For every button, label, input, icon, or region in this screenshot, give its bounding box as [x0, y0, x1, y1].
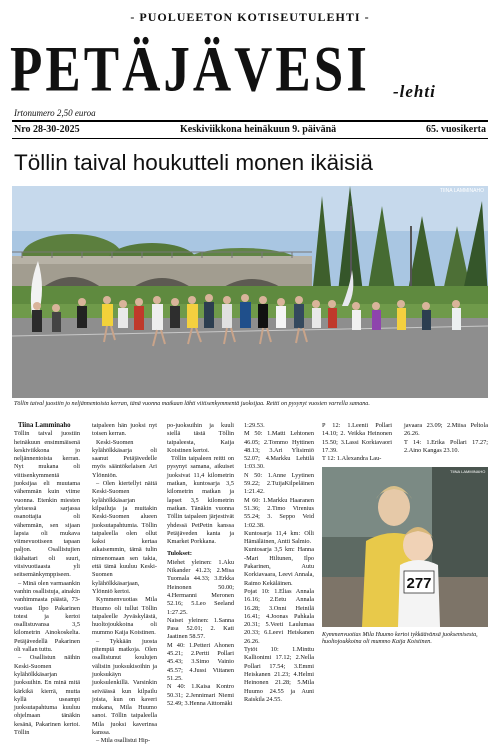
article-paragraph: po-juoksuihin ja kuuli siellä tästä Töllin taipaleesta, Kaija Koistinen kertoi.	[167, 422, 234, 454]
issue-date: Keskiviikkona heinäkuun 9. päivänä	[180, 124, 337, 135]
results-entry: Kuntosarja 11,4 km: Olli Hämäläinen, Antti Salmio.	[244, 529, 314, 546]
results-entry: M 40: 1.Petteri Ahonen 45.21; 2.Pertti Pollari 45.43; 3.Simo Vainio 45.57; 4.Jussi Viitanen 51.25.	[167, 641, 234, 682]
article-column-4	[244, 422, 314, 712]
article-paragraph: – Tykkään juosta pitempiä matkoja. Olen osallistunut koulujen välisiin juoksukisoihin ja juoksukäyn juoksulenkillä. Varsinkin seiväässä kun kilpailu joista, kun on kaveri mukana, Mila Huumo sanoi. Töllin taipaleella Mila juoksi kaverinsa kanssa.	[92, 637, 157, 736]
results-entry: M 60: 1.Markku Haaranen 51.36; 2.Timo Virenius 55.24; 3. Seppo Veid 1:02.38.	[244, 496, 314, 529]
photo-credit: TIINA LAMMINAHO	[450, 469, 486, 474]
article-paragraph: taipaleen hän juoksi nyt toisen kerran.	[92, 422, 157, 438]
results-entry: Miehet yleinen: 1.Aku Nikander 41.23; 2.Misa Tuomala 44.33; 3.Erkka Heinonen 50.00; 4.Hermanni Meronen 52.16; 5.Leo Seeland 1:27.25.	[167, 558, 234, 616]
divider	[12, 138, 488, 139]
issue-price: Irtonumero 2,50 euroa	[14, 108, 96, 118]
results-entry: N 50: 1.Anne Lyytinen 59.22; 2.TuijaKilpeläinen 1:21.42.	[244, 471, 314, 496]
results-entry: T 14: 1.Erika Pollari 17.27; 2.Aino Kangas 23.10.	[404, 438, 488, 454]
photo-caption: Töllin taival juostiin jo neljännentoista kerran, tänä vuonna matkaan lähti viitisenkymmentä juoksijaa. Reitti on pysynyt vuosien varrella samana.	[14, 401, 370, 407]
runner-portrait-photo	[322, 467, 488, 627]
paper-tagline: - PUOLUEETON KOTISEUTULEHTI -	[130, 10, 370, 24]
article-paragraph: – Minä olen varmaankin vanhin osallistuja, ainakin vanhimmasta päästä, 73-vuotias Ilpo Pakarinen totesi ja kertoi osallistuvansa 3,5 kilometrin Ainokoskelta. Petäjävedellä Pakarinen oli vallan tuttu.	[14, 579, 80, 654]
results-entry: M 50: 1.Matti Lehtonen 46.05; 2.Tommo Hyttinen 48.13; 3.Ari Ylisirniö 52.07; 4.Markku Lehtilä 1:03.30.	[244, 430, 314, 471]
article-byline: Tiina Lamminaho	[18, 422, 71, 429]
article-column-2	[92, 422, 157, 745]
article-column-6	[404, 422, 488, 467]
article-headline: Töllin taival houkutteli monen ikäisiä	[14, 150, 373, 175]
results-entry: Naiset yleinen: 1.Sanna Pasa 52.01; 2. Kati Jaatinen 58.57.	[167, 616, 234, 641]
article-paragraph: – Osallistun näihin Keski-Suomen kylähölkkäsarjan juoksuihin. En minä mitä kärkikä kierrä, mutta kyllä useampi juoksutapahtuma kuuluu ohjelmaan tänäkin kesänä, Pakarinen kertoi. Töllin	[14, 654, 80, 736]
article-paragraph: Töllin taival juostiin heinäkuun ensimmäisenä keskiviikkona jo neljännentoista kerran. Nyt mukana oli viitisenkymmentä juoksijaa eli muutama vähemmän kuin viime vuonna. Etenkin miesten yleisessä sarjassa osanottajia oli vähemmän, sen sijaan lapsia oli mukava viimevuotiseen tapaan paljon. Osallistujien ikähaitari oli suuri, viisivuotiaasta yli seitsemänkymppiseen.	[14, 430, 80, 579]
volume-number: 65. vuosikerta	[426, 124, 486, 135]
results-entry: javaara 23.09; 2.Miisa Peltola 26.26.	[404, 422, 488, 438]
results-heading: Tulokset:	[167, 550, 192, 558]
results-entry: Tytöt 10: 1.Minttu Kallionimi 17.12; 2.Nella Pollari 17.54; 3.Emmi Heiskanen 21.23; 4.Helmi Heinonen 21.28; 5.Mila Huumo 24.55 ja Auni Raiskila 24.55.	[244, 646, 314, 703]
article-column-5	[322, 422, 392, 467]
issue-number: Nro 28-30-2025	[14, 124, 80, 135]
article-paragraph: – Mila osallistui Hip-	[96, 737, 151, 745]
bib-number: 277	[406, 575, 432, 592]
article-paragraph: Kymmenvuotias Mila Huumo oli tullut Töllin taipaleelle Jyväskylästä, huoltojoukkoina oli mummo Kaija Koistinen.	[92, 596, 157, 637]
results-entry: 1:29.53.	[244, 422, 265, 429]
results-entry: Pojat 10: 1.Elias Annala 16.16; 2.Eetu Annala 16.28; 3.Onni Heinilä 16.41; 4.Joonas Pahkala 20.31; 5.Veeti Laulumaa 20.33; 6.Leevi Heiskanen 26.26.	[244, 587, 314, 645]
race-photo	[12, 186, 488, 398]
photo-credit: TIINA LAMMINAHO	[439, 188, 484, 194]
article-paragraph: Keski-Suomen kylähölkkäsarja oli saanut Petäjävedelle myös sääntökelaisen Ari Ylönniön.	[92, 438, 157, 479]
photo-caption: Kymmenvuotias Mila Huumo kertoi tykkäävänsä juoksemisesta, huoltojoukkoina oli mummo Kaija Koistinen.	[322, 632, 478, 645]
article-column-1	[14, 422, 80, 736]
article-paragraph: Töllin taipaleen reitti on pysynyt samana, aikuiset juoksivat 11,4 kilometrin matkan, kuntosarja 3,5 kilometrin matkan ja lapset 3,5 kilometrin matkan. Tänäkin vuonna Töllin taipaleen järjestivät yhdessä PetPetin kanssa Petäjäveden kanta ja Kmarket Porkkana.	[167, 455, 234, 546]
article-column-3	[167, 422, 234, 712]
masthead-title: PETÄJÄVESI	[10, 34, 370, 106]
results-entry: Kuntosarja 3,5 km: Hanna -Mari Hiltunen, Ilpo Pakarinen, Autu Korkiavaara, Leevi Annala, Raimo Kekäläinen.	[244, 546, 314, 587]
results-entry: T 12: 1.Alexandra Lau-	[322, 455, 382, 463]
article-paragraph: – Olen kiertellyt näitä Keski-Suomen kylähölkkäsarjan kilpailuja ja muitakin Keski-Suomen alueen juoksutapahtumia. Töllin taipaleella olen ollut kaksi kertaa aikaisemmin, tämä tulin nimenomaan sen takia, että tämä kuuluu Keski-Suomen kylähölkkäsarjaan, Ylönniö kertoi.	[92, 480, 157, 595]
divider	[12, 120, 488, 122]
masthead-suffix: -lehti	[393, 82, 436, 101]
results-entry: P 12: 1.Leenii Pollari 14.10; 2. Veikka Heinonen 15.50; 3.Lassi Korkiavaori 17.39.	[322, 422, 392, 454]
results-entry: N 40: 1.Kaisa Kontro 50.31; 2.Jennimari Niemi 52.49; 3.Henna Aittomäki	[167, 683, 234, 707]
